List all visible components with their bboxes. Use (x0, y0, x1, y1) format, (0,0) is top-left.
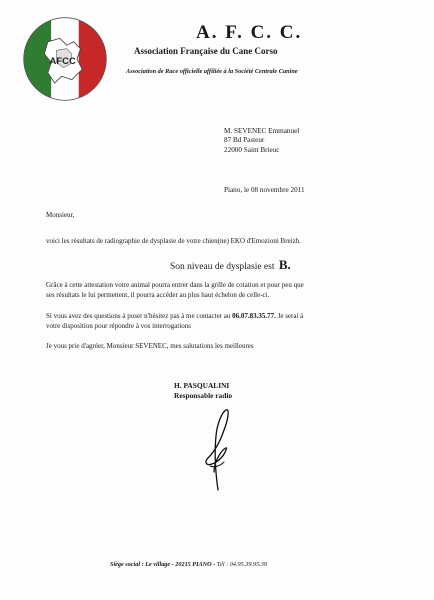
contact-line-1 (46, 312, 303, 322)
organization-acronym: A. F. C. C. (196, 22, 303, 43)
date-line: Piano, le 08 novembre 2011 (224, 186, 305, 194)
closing-paragraph: Je vous prie d'agréer, Monsieur SEVENEC, mes salutations les meilleures (46, 342, 254, 350)
contact-paragraph (46, 312, 303, 331)
recipient-city: 22000 Saint Brieuc (224, 145, 280, 154)
contact-line-2: votre disposition pour répondre à vos interrogations (46, 321, 192, 330)
contact-phone: 06.07.83.35.77. (232, 312, 276, 320)
signer-name: H. PASQUALINI (174, 381, 230, 390)
handwritten-signature (196, 406, 236, 492)
dysplasia-grade: B. (278, 257, 291, 272)
contact-text-before: Si vous avez des questions à poser n'hésitez pas à me contacter au (46, 312, 231, 320)
svg-text:AFCC: AFCC (49, 56, 76, 68)
attestation-paragraph (46, 281, 304, 300)
signer-role: Responsable radio (174, 391, 233, 400)
intro-paragraph: voici les résultats de radiographie de dysplasie de votre chien(ne) EKO d'Emozioni Breizh. (46, 237, 301, 245)
recipient-address (224, 127, 299, 155)
organization-subtitle: Association de Race officielle affiliée à la Société Centrale Canine (126, 68, 298, 75)
dysplasia-label: Son niveau de dysplasie est (170, 262, 275, 272)
recipient-street: 87 Bd Pasteur (224, 136, 265, 145)
footer-seat: Siège social : Le village - 20215 PIANO - (110, 561, 216, 568)
footer-phone: Tél : 04.95.39.95.39 (216, 561, 267, 568)
dysplasia-result (170, 257, 291, 273)
salutation: Monsieur, (46, 211, 75, 219)
organization-name: Association Française du Cane Corso (134, 46, 278, 56)
contact-text-after: Je serai à (277, 312, 304, 320)
attestation-line-2: ses résultats le lui permettent, il pourra accéder au plus haut échelon de celle-ci. (46, 290, 270, 299)
signer-block (174, 381, 232, 401)
footer-address (110, 561, 267, 568)
attestation-line-1: Grâce à cette attestation votre animal pourra entrer dans la grille de cotation et pour peu que (46, 281, 304, 289)
recipient-name: M. SEVENEC Emmanuel (224, 127, 300, 135)
afcc-logo (22, 16, 108, 102)
